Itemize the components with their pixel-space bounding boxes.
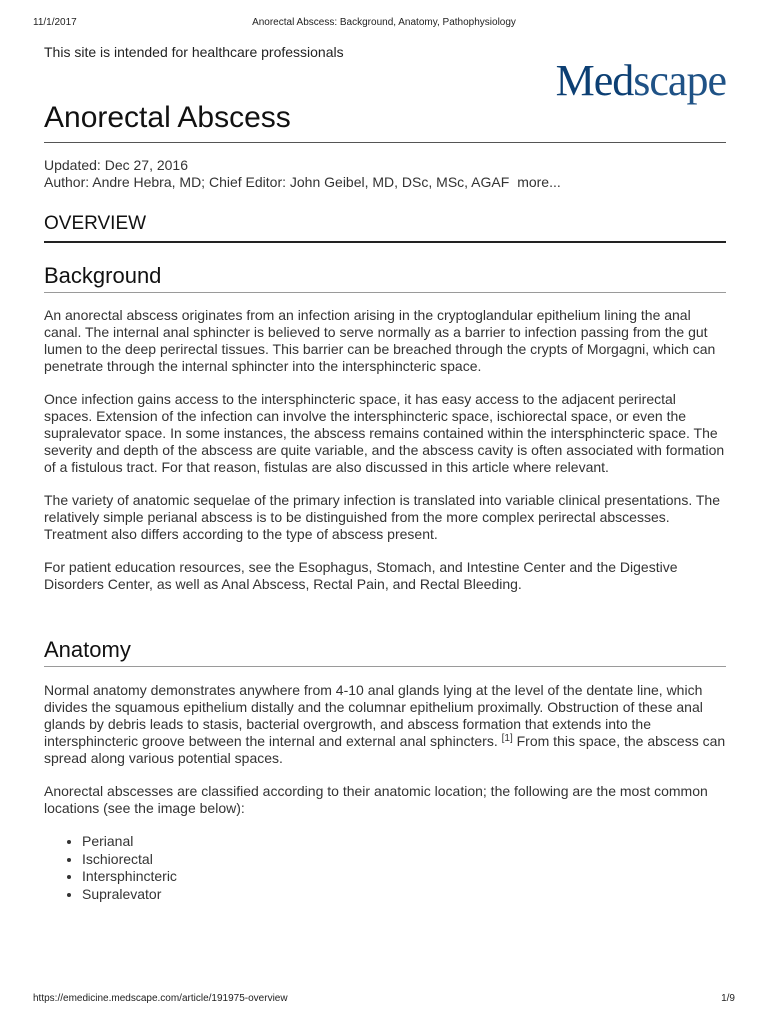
list-item: • Supralevator xyxy=(82,886,726,904)
list-item: • Intersphincteric xyxy=(82,868,726,886)
anatomy-paragraph-1-text: Normal anatomy demonstrates anywhere from 4-10 anal glands lying at the level of the dentate line, which divides the squamous epithelium distally and the columnar epithelium proximally. Obstruction of these anal glands by debris leads to stasis, bacterial overgrowth, and abscess formation that extends into the intersphincteric groove between the internal and external anal sphincters. xyxy=(44,682,703,749)
medscape-logo[interactable] xyxy=(556,58,726,104)
title-divider xyxy=(44,142,726,143)
background-body xyxy=(44,307,726,609)
page-title: Anorectal Abscess xyxy=(44,101,291,134)
list-item: • Perianal xyxy=(82,833,726,851)
anatomy-paragraph-2: Anorectal abscesses are classified according to their anatomic location; the following are the most common locations (see the image below): xyxy=(44,783,708,816)
article-meta xyxy=(44,157,561,191)
print-header xyxy=(33,17,735,31)
print-url: https://emedicine.medscape.com/article/191975-overview xyxy=(33,993,288,1004)
background-paragraph-2: Once infection gains access to the intersphincteric space, it has easy access to the adjacent perirectal spaces. Extension of the infection can involve the intersphincteric space, ischiorectal space, or even the supralevator space. In some instances, the abscess remains contained within the intersphincteric space. The severity and depth of the abscess are quite variable, and the abscess cavity is often associated with formation of a fistulous tract. For that reason, fistulas are also discussed in this article where relevant. xyxy=(44,391,725,475)
anatomy-heading: Anatomy xyxy=(44,637,131,662)
more-authors-link[interactable]: more... xyxy=(517,174,561,190)
background-heading: Background xyxy=(44,263,162,288)
updated-date: Updated: Dec 27, 2016 xyxy=(44,157,188,173)
background-paragraph-4: For patient education resources, see the Esophagus, Stomach, and Intestine Center and the Digestive Disorders Center, as well as Anal Abscess, Rectal Pain, and Rectal Bleeding. xyxy=(44,559,678,592)
print-date: 11/1/2017 xyxy=(33,17,77,28)
print-footer xyxy=(33,993,735,1007)
site-notice: This site is intended for healthcare professionals xyxy=(44,44,344,60)
overview-divider xyxy=(44,241,726,243)
overview-heading: OVERVIEW xyxy=(44,213,147,234)
list-item: • Ischiorectal xyxy=(82,851,726,869)
author-text: Author: Andre Hebra, MD; Chief Editor: John Geibel, MD, DSc, MSc, AGAF xyxy=(44,174,510,190)
anatomy-section-header xyxy=(44,636,726,667)
page-number: 1/9 xyxy=(721,993,735,1004)
abscess-location-list xyxy=(44,833,726,903)
anatomy-paragraph-1-continued: From this space, the abscess can spread along various potential spaces. xyxy=(44,733,726,766)
print-document-title: Anorectal Abscess: Background, Anatomy, Pathophysiology xyxy=(252,17,516,28)
background-section-header xyxy=(44,262,726,293)
background-paragraph-1: An anorectal abscess originates from an infection arising in the cryptoglandular epithelium lining the anal canal. The internal anal sphincter is believed to serve normally as a barrier to infection passing from the gut lumen to the deep perirectal tissues. This barrier can be breached through the crypts of Morgagni, which can penetrate through the internal sphincter into the intersphincteric space. xyxy=(44,307,716,374)
background-divider xyxy=(44,292,726,293)
logo-part-scape: scape xyxy=(633,56,726,105)
logo-part-med: Med xyxy=(555,56,634,105)
anatomy-paragraph-1 xyxy=(44,682,726,767)
author-line xyxy=(44,174,561,191)
background-paragraph-3: The variety of anatomic sequelae of the primary infection is translated into variable clinical presentations. The relatively simple perianal abscess is to be distinguished from the more complex perirectal abscesses. Treatment also differs according to the type of abscess present. xyxy=(44,492,720,542)
anatomy-divider xyxy=(44,666,726,667)
reference-1-link[interactable]: [1] xyxy=(501,733,513,744)
anatomy-body xyxy=(44,682,726,903)
